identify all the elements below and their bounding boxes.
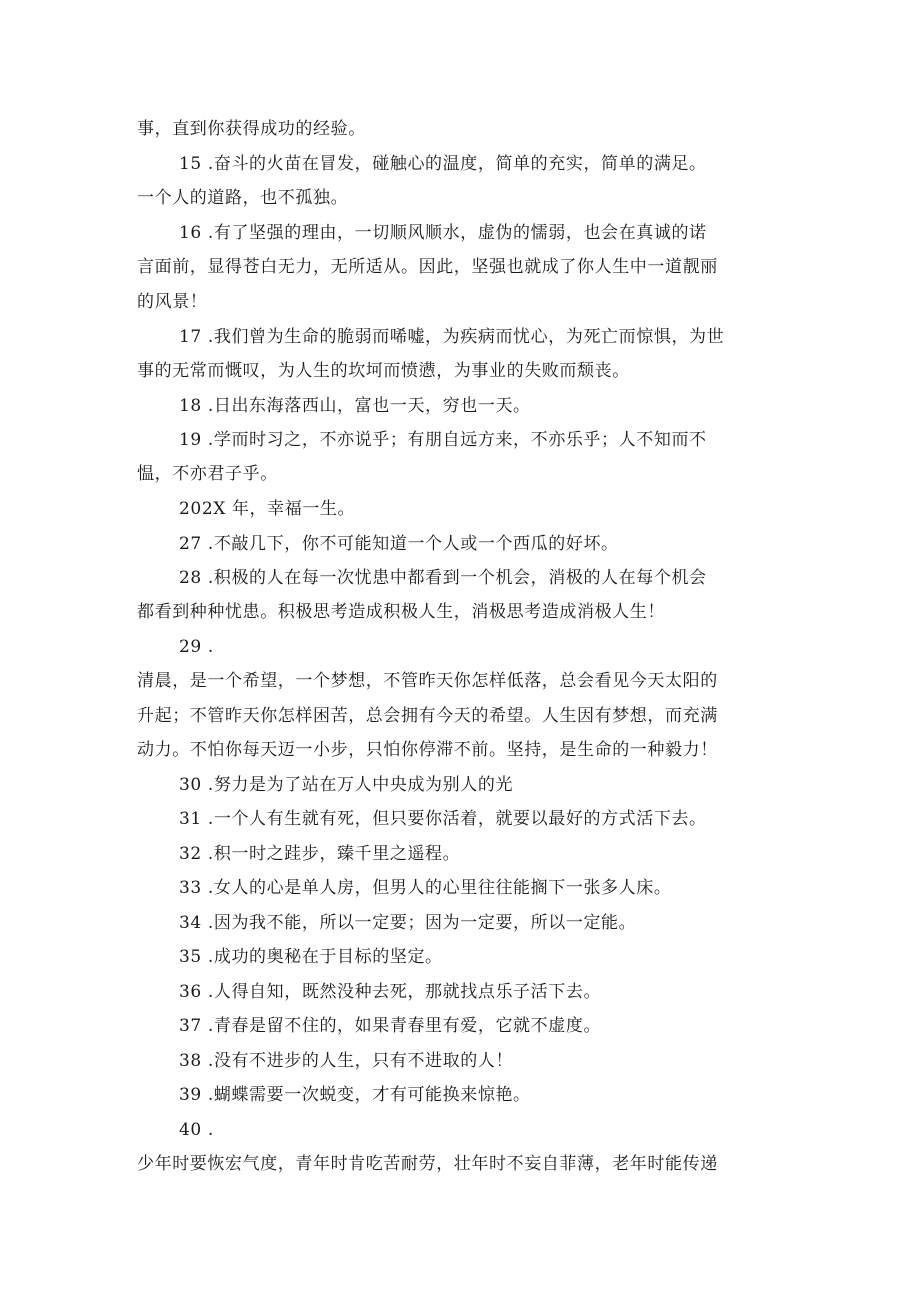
text-line: 的风景！ [137, 292, 208, 312]
quote-15: 15 .奋斗的火苗在冒发，碰触心的温度，简单的充实，简单的满足。 [179, 154, 707, 174]
quote-40: 40 . [179, 1120, 214, 1140]
text-line: 清晨，是一个希望，一个梦想，不管昨天你怎样低落，总会看见今天太阳的 [137, 671, 718, 691]
text-line: 愠，不亦君子乎。 [137, 464, 278, 484]
text-line: 事的无常而慨叹，为人生的坎坷而愤懑，为事业的失败而颓丧。 [137, 361, 630, 381]
text-line: 动力。不怕你每天迈一小步，只怕你停滞不前。坚持，是生命的一种毅力！ [137, 740, 718, 760]
quote-38: 38 .没有不进步的人生，只有不进取的人！ [179, 1051, 514, 1071]
quote-33: 33 .女人的心是单人房，但男人的心里往往能搁下一张多人床。 [179, 878, 672, 898]
text-line: 升起；不管昨天你怎样困苦，总会拥有今天的希望。人生因有梦想，而充满 [137, 706, 718, 726]
quote-32: 32 .积一时之跬步，臻千里之遥程。 [179, 844, 461, 864]
quote-31: 31 .一个人有生就有死，但只要你活着，就要以最好的方式活下去。 [179, 809, 707, 829]
quote-19: 19 .学而时习之，不亦说乎；有朋自远方来，不亦乐乎；人不知而不 [179, 430, 707, 450]
quote-18: 18 .日出东海落西山，富也一天，穷也一天。 [179, 396, 531, 416]
quote-29: 29 . [179, 637, 214, 657]
quote-16: 16 .有了坚强的理由，一切顺风顺水，虚伪的懦弱，也会在真诚的诺 [179, 223, 707, 243]
text-line: 事，直到你获得成功的经验。 [137, 119, 366, 139]
text-line: 少年时要恢宏气度，青年时肯吃苦耐劳，壮年时不妄自菲薄，老年时能传递 [137, 1154, 718, 1174]
quote-17: 17 .我们曾为生命的脆弱而唏嘘，为疾病而忧心，为死亡而惊惧，为世 [179, 327, 725, 347]
quote-28: 28 .积极的人在每一次忧患中都看到一个机会，消极的人在每个机会 [179, 568, 707, 588]
quote-36: 36 .人得自知，既然没种去死，那就找点乐子活下去。 [179, 982, 602, 1002]
text-line: 言面前，显得苍白无力，无所适从。因此，坚强也就成了你人生中一道靓丽 [137, 257, 718, 277]
text-line: 都看到种种忧患。积极思考造成积极人生，消极思考造成消极人生！ [137, 602, 665, 622]
text-line: 202X 年，幸福一生。 [179, 499, 356, 519]
text-line: 一个人的道路，也不孤独。 [137, 188, 349, 208]
quote-34: 34 .因为我不能，所以一定要；因为一定要，所以一定能。 [179, 913, 637, 933]
quote-39: 39 .蝴蝶需要一次蜕变，才有可能换来惊艳。 [179, 1085, 531, 1105]
quote-27: 27 .不敲几下，你不可能知道一个人或一个西瓜的好坏。 [179, 534, 619, 554]
quote-35: 35 .成功的奥秘在于目标的坚定。 [179, 947, 443, 967]
quote-37: 37 .青春是留不住的，如果青春里有爱，它就不虚度。 [179, 1016, 602, 1036]
quote-30: 30 .努力是为了站在万人中央成为别人的光 [179, 775, 514, 795]
